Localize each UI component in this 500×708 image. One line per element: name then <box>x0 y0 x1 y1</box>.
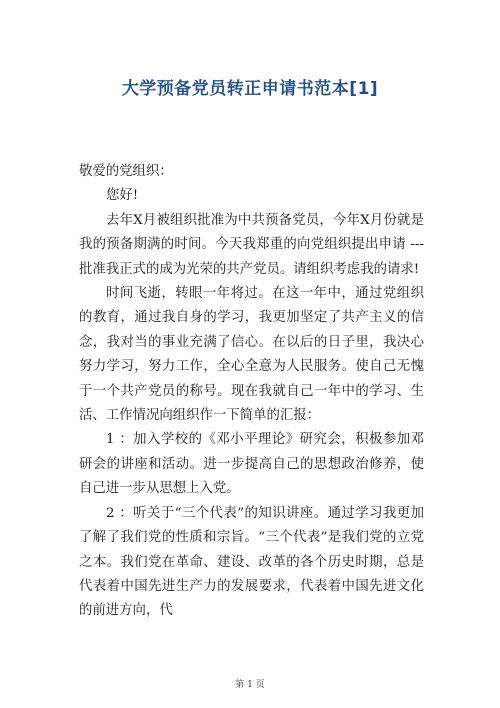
page-number: 第 1 页 <box>235 680 265 690</box>
document-title: 大学预备党员转正申请书范本[1] <box>121 79 379 99</box>
salutation: 敬爱的党组织： <box>79 164 173 179</box>
paragraph-3: 1 ：加入学校的《邓小平理论》研究会，积极参加邓研会的讲座和活动。进一步提高自己的思想政治修养，使自己进一步从思想上入党。 <box>79 432 424 497</box>
paragraph-1: 去年X月被组织批准为中共预备党员，今年X月份就是我的预备期满的时间。今天我郑重的向党组织提出申请 --- 批准我正式的成为光荣的共产党员。请组织考虑我的请求! <box>79 212 424 277</box>
document-body <box>79 160 424 624</box>
paragraph-4: 2 ：听关于“三个代表”的知识讲座。通过学习我更加了解了我们党的性质和宗旨。“三个代表”是我们党的立党之本。我们党在革命、建设、改革的各个历史时期，总是代表着中国先进生产力的发展要求，代表着中国先进文化的前进方向，代 <box>79 505 424 619</box>
greeting: 您好! <box>106 188 139 204</box>
paragraph-2: 时间飞逝，转眼一年将过。在这一年中，通过党组织的教育，通过我自身的学习，我更加坚定了共产主义的信念，我对当的事业充满了信心。在以后的日子里，我决心努力学习，努力工作，全心全意为人民服务。使自己无愧于一个共产党员的称号。现在我就自己一年中的学习、生活、工作情况向组织作一下简单的汇报： <box>79 286 424 424</box>
